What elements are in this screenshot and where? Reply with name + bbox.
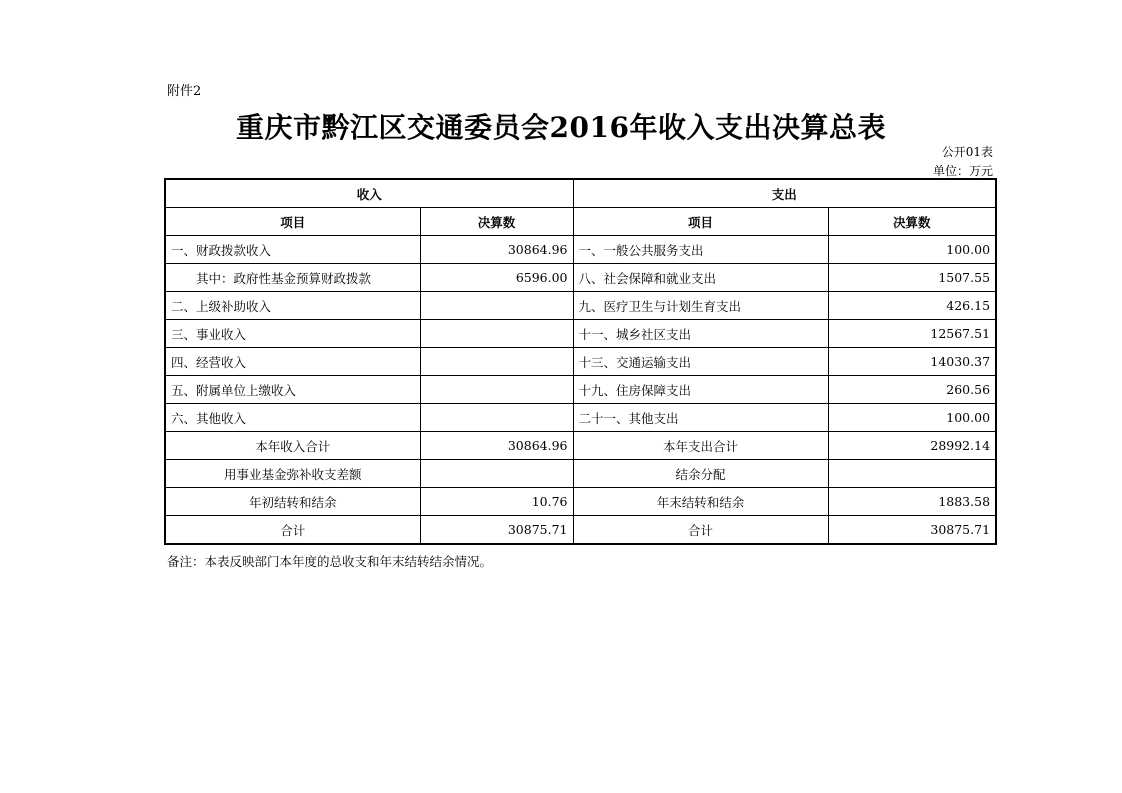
income-label: 本年收入合计 (165, 432, 420, 460)
income-label: 年初结转和结余 (165, 488, 420, 516)
expense-label: 九、医疗卫生与计划生育支出 (573, 292, 828, 320)
income-value: 10.76 (420, 488, 573, 516)
expense-item-header: 项目 (573, 208, 828, 236)
income-value (420, 292, 573, 320)
income-label: 用事业基金弥补收支差额 (165, 460, 420, 488)
income-label: 合计 (165, 516, 420, 545)
income-item-header: 项目 (165, 208, 420, 236)
expense-label: 八、社会保障和就业支出 (573, 264, 828, 292)
table-row (165, 460, 996, 488)
expense-value: 1883.58 (828, 488, 996, 516)
table-row (165, 488, 996, 516)
income-value (420, 460, 573, 488)
income-value: 30864.96 (420, 432, 573, 460)
expense-value: 1507.55 (828, 264, 996, 292)
table-row (165, 348, 996, 376)
unit-label: 单位：万元 (932, 164, 993, 178)
total-row (165, 516, 996, 545)
income-label: 六、其他收入 (165, 404, 420, 432)
income-value: 6596.00 (420, 264, 573, 292)
income-value (420, 404, 573, 432)
expense-label: 十一、城乡社区支出 (573, 320, 828, 348)
expense-label: 本年支出合计 (573, 432, 828, 460)
expense-value: 12567.51 (828, 320, 996, 348)
table-row (165, 376, 996, 404)
table-row (165, 404, 996, 432)
income-label: 三、事业收入 (165, 320, 420, 348)
table-row (165, 320, 996, 348)
income-value: 30864.96 (420, 236, 573, 264)
expense-label: 合计 (573, 516, 828, 545)
footnote: 备注：本表反映部门本年度的总收支和年末结转结余情况。 (167, 554, 493, 569)
table-row (165, 292, 996, 320)
expense-label: 结余分配 (573, 460, 828, 488)
income-amount-header: 决算数 (420, 208, 573, 236)
table-row (165, 264, 996, 292)
income-value (420, 320, 573, 348)
expense-label: 十三、交通运输支出 (573, 348, 828, 376)
income-header: 收入 (165, 179, 573, 208)
subtotal-row (165, 432, 996, 460)
expense-label: 年末结转和结余 (573, 488, 828, 516)
expense-header: 支出 (573, 179, 996, 208)
income-label: 四、经营收入 (165, 348, 420, 376)
expense-label: 一、一般公共服务支出 (573, 236, 828, 264)
expense-value: 426.15 (828, 292, 996, 320)
expense-amount-header: 决算数 (828, 208, 996, 236)
table-header-row (165, 179, 996, 208)
expense-value: 260.56 (828, 376, 996, 404)
expense-value: 100.00 (828, 236, 996, 264)
form-number: 公开01表 (941, 145, 993, 159)
budget-summary-table (164, 178, 997, 545)
page-title: 重庆市黔江区交通委员会2016年收入支出决算总表 (236, 111, 886, 144)
income-value (420, 376, 573, 404)
income-label: 五、附属单位上缴收入 (165, 376, 420, 404)
income-label: 二、上级补助收入 (165, 292, 420, 320)
expense-value: 14030.37 (828, 348, 996, 376)
expense-label: 十九、住房保障支出 (573, 376, 828, 404)
income-value (420, 348, 573, 376)
attachment-label: 附件2 (167, 84, 202, 99)
income-label: 一、财政拨款收入 (165, 236, 420, 264)
expense-label: 二十一、其他支出 (573, 404, 828, 432)
expense-value (828, 460, 996, 488)
table-subheader-row (165, 208, 996, 236)
table-row (165, 236, 996, 264)
income-value: 30875.71 (420, 516, 573, 545)
expense-value: 100.00 (828, 404, 996, 432)
expense-value: 30875.71 (828, 516, 996, 545)
expense-value: 28992.14 (828, 432, 996, 460)
income-label: 其中：政府性基金预算财政拨款 (165, 264, 420, 292)
